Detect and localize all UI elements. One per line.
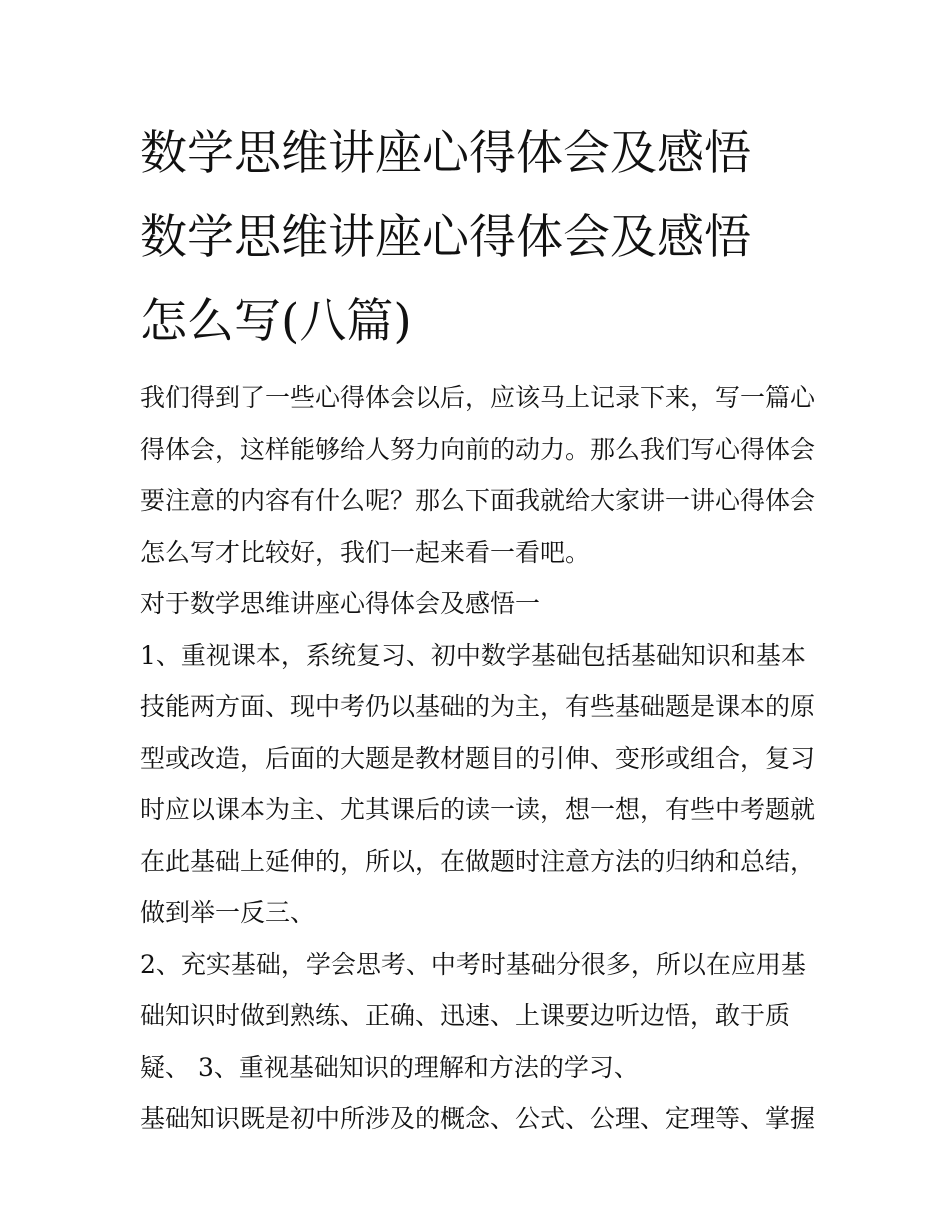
document-body xyxy=(140,372,820,1145)
title-line: 数学思维讲座心得体会及感悟 xyxy=(140,210,751,265)
title-line: 怎么写(八篇) xyxy=(140,294,412,349)
paragraph-line: 时应以课本为主、尤其课后的读一读，想一想，有些中考题就 xyxy=(140,795,816,824)
paragraph-line: 基础知识既是初中所涉及的概念、公式、公理、定理等、掌握 xyxy=(140,1104,816,1133)
section-heading: 对于数学思维讲座心得体会及感悟一 xyxy=(140,589,541,618)
paragraph-line: 疑、 3、重视基础知识的理解和方法的学习、 xyxy=(140,1052,639,1082)
intro-line: 怎么写才比较好，我们一起来看一看吧。 xyxy=(140,537,591,567)
paragraph-line: 2、充实基础，学会思考、中考时基础分很多，所以在应用基 xyxy=(140,949,806,979)
paragraph-line: 础知识时做到熟练、正确、迅速、上课要边听边悟，敢于质 xyxy=(140,1001,791,1030)
paragraph-line: 型或改造，后面的大题是教材题目的引伸、变形或组合，复习 xyxy=(140,743,816,773)
intro-line: 要注意的内容有什么呢？那么下面我就给大家讲一讲心得体会 xyxy=(140,486,816,515)
paragraph-line: 做到举一反三、 xyxy=(140,898,316,927)
document-title xyxy=(140,112,820,364)
paragraph-line: 在此基础上延伸的，所以，在做题时注意方法的归纳和总结， xyxy=(140,846,816,876)
title-line: 数学思维讲座心得体会及感悟 xyxy=(140,126,751,181)
intro-line: 我们得到了一些心得体会以后，应该马上记录下来，写一篇心 xyxy=(140,383,816,412)
paragraph-line: 技能两方面、现中考仍以基础的为主，有些基础题是课本的原 xyxy=(140,692,816,721)
document-page xyxy=(140,112,820,1145)
intro-line: 得体会，这样能够给人努力向前的动力。那么我们写心得体会 xyxy=(140,434,816,464)
paragraph-line: 1、重视课本，系统复习、初中数学基础包括基础知识和基本 xyxy=(140,640,806,670)
